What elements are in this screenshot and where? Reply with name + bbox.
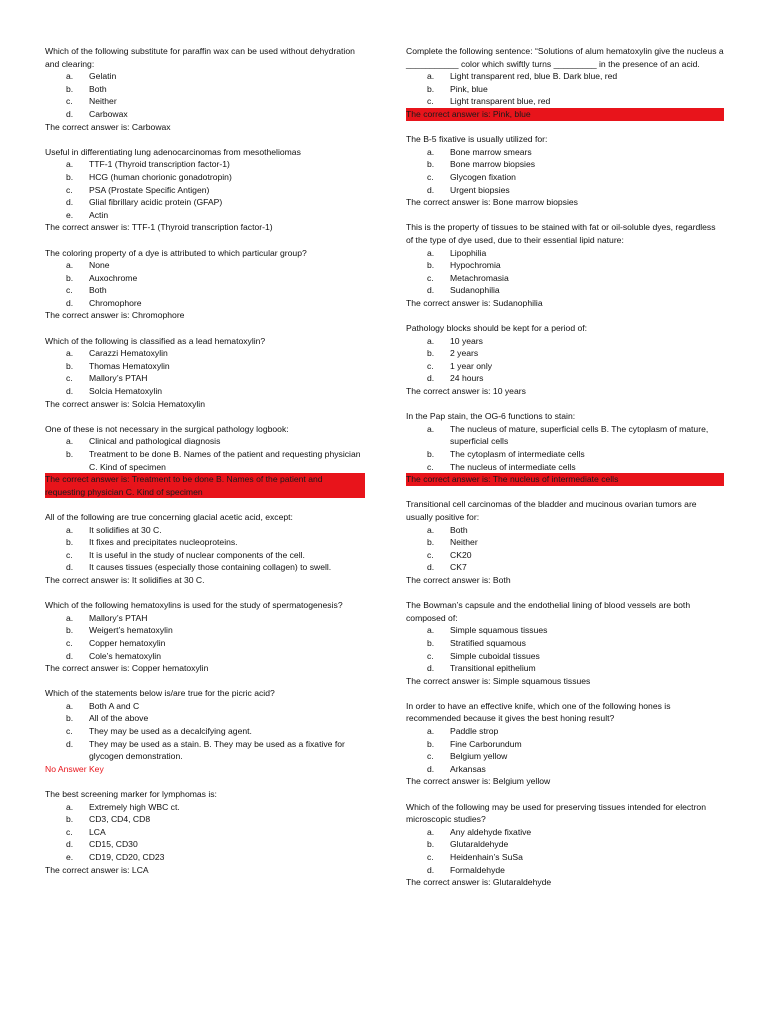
question-stem: The coloring property of a dye is attributed to which particular group? (45, 247, 307, 258)
option-letter: d. (66, 562, 74, 573)
option-letter: c. (427, 171, 434, 182)
option-text: The nucleus of mature, superficial cells B. The cytoplasm of mature, superficial cells (450, 423, 709, 447)
option-text: Cole’s hematoxylin (89, 650, 161, 661)
option-text: Simple cuboidal tissues (450, 650, 540, 661)
option-item (45, 108, 365, 121)
question-stem: This is the property of tissues to be stained with fat or oil-soluble dyes, regardless of the type of dye used, due to their essential lipid nature: (406, 222, 716, 245)
option-item (45, 448, 365, 473)
question-block (45, 511, 365, 587)
question-stem: The best screening marker for lymphomas is: (45, 789, 217, 800)
option-letter: c. (66, 373, 73, 384)
option-text: Carbowax (89, 108, 128, 119)
option-text: Heidenhain’s SuSa (450, 852, 523, 862)
question-stem: In order to have an effective knife, which one of the following hones is recommended because it gives the best honing result? (406, 700, 671, 724)
option-letter: b. (427, 738, 435, 749)
option-list (406, 725, 724, 775)
question-block (45, 335, 365, 411)
option-letter: d. (66, 108, 74, 119)
option-text: The cytoplasm of intermediate cells (450, 449, 585, 459)
option-item (406, 83, 724, 96)
option-letter: c. (66, 549, 73, 560)
option-letter: b. (66, 713, 74, 724)
option-item (406, 838, 724, 851)
question-block (406, 801, 724, 889)
option-text: Weigert’s hematoxylin (89, 625, 173, 636)
option-letter: d. (427, 373, 435, 384)
option-letter: b. (427, 159, 435, 170)
option-text: LCA (89, 826, 106, 837)
option-letter: b. (66, 272, 74, 283)
option-letter: d. (427, 763, 435, 774)
option-text: CK20 (450, 549, 472, 560)
option-text: Gelatin (89, 71, 117, 82)
option-letter: b. (66, 360, 74, 371)
option-letter: c. (427, 272, 434, 283)
question-block (45, 788, 365, 876)
question-stem: The Bowman’s capsule and the endothelial lining of blood vessels are both composed of: (406, 600, 691, 623)
option-item (45, 272, 365, 285)
option-text: Actin (89, 209, 109, 220)
option-text: Light transparent blue, red (450, 96, 551, 107)
correct-answer: The correct answer is: Glutaraldehyde (406, 877, 552, 888)
option-text: Any aldehyde fixative (450, 826, 532, 837)
option-item (406, 95, 724, 108)
option-letter: c. (427, 549, 434, 560)
option-letter: b. (66, 449, 74, 459)
option-text: Stratified squamous (450, 637, 526, 648)
question-stem: One of these is not necessary in the surgical pathology logbook: (45, 423, 289, 434)
option-letter: a. (66, 524, 74, 535)
option-letter: a. (427, 335, 435, 346)
option-item (406, 662, 724, 675)
option-item (45, 612, 365, 625)
option-item (45, 813, 365, 826)
option-item (406, 448, 724, 461)
question-block (406, 410, 724, 486)
option-letter: a. (427, 826, 435, 837)
option-item (406, 247, 724, 260)
option-letter: c. (66, 184, 73, 195)
option-item (406, 184, 724, 197)
question-stem: Which of the following may be used for preserving tissues intended for electron microscopic studies? (406, 801, 706, 825)
option-item (406, 360, 724, 373)
option-text: Extremely high WBC ct. (89, 801, 180, 812)
option-text: Paddle strop (450, 726, 499, 737)
option-letter: a. (427, 524, 435, 535)
option-list (45, 524, 365, 574)
option-item (45, 637, 365, 650)
option-text: CD19, CD20, CD23 (89, 852, 165, 862)
option-letter: d. (66, 297, 74, 308)
option-letter: c. (427, 751, 434, 762)
option-item (406, 650, 724, 663)
option-text: Formaldehyde (450, 864, 505, 875)
option-text: They may be used as a decalcifying agent. (89, 726, 252, 737)
option-text: Neither (450, 537, 478, 548)
option-text: Both (89, 285, 107, 296)
option-item (406, 284, 724, 297)
question-block (45, 599, 365, 675)
option-list (406, 247, 724, 297)
option-item (45, 284, 365, 297)
option-item (406, 750, 724, 763)
option-letter: d. (66, 650, 74, 661)
option-item (45, 851, 365, 864)
option-text: Urgent biopsies (450, 184, 510, 195)
option-text: CD3, CD4, CD8 (89, 814, 151, 825)
option-item (406, 725, 724, 738)
question-stem: Which of the following substitute for paraffin wax can be used without dehydration and clearing: (45, 46, 355, 69)
option-text: They may be used as a stain. B. They may be used as a fixative for glycogen demonstration. (89, 738, 345, 762)
option-list (406, 335, 724, 385)
question-stem: Which of the following is classified as a lead hematoxylin? (45, 335, 266, 346)
option-letter: a. (427, 423, 435, 434)
option-text: 24 hours (450, 373, 484, 384)
correct-answer: The correct answer is: Simple squamous tissues (406, 675, 591, 686)
option-list (45, 259, 365, 309)
option-text: Arkansas (450, 763, 486, 774)
option-letter: c. (427, 461, 434, 472)
question-block (45, 146, 365, 234)
option-text: Lipophilia (450, 247, 487, 258)
option-text: Clinical and pathological diagnosis (89, 436, 221, 447)
option-item (406, 624, 724, 637)
option-text: 10 years (450, 335, 483, 346)
option-item (406, 171, 724, 184)
option-item (406, 738, 724, 751)
no-answer-note: No Answer Key (45, 763, 104, 774)
option-list (406, 524, 724, 574)
option-letter: a. (427, 247, 435, 258)
option-list (406, 423, 724, 473)
option-letter: b. (66, 83, 74, 94)
question-block (406, 322, 724, 398)
option-text: Neither (89, 96, 117, 107)
option-item (406, 461, 724, 474)
option-letter: c. (427, 852, 434, 862)
option-letter: b. (427, 449, 435, 459)
option-item (406, 524, 724, 537)
option-item (406, 826, 724, 839)
option-letter: a. (66, 260, 74, 271)
option-letter: c. (66, 285, 73, 296)
option-text: All of the above (89, 713, 149, 724)
question-stem: In the Pap stain, the OG-6 functions to stain: (406, 411, 576, 422)
option-text: Bone marrow biopsies (450, 159, 536, 170)
question-stem: All of the following are true concerning glacial acetic acid, except: (45, 511, 293, 522)
question-block (45, 423, 365, 499)
question-block (45, 45, 365, 133)
option-list (45, 612, 365, 662)
option-text: Both (89, 83, 107, 94)
option-item (406, 423, 724, 448)
option-letter: c. (66, 96, 73, 107)
option-text: CD15, CD30 (89, 839, 138, 850)
option-item (406, 763, 724, 776)
option-text: TTF-1 (Thyroid transcription factor-1) (89, 159, 230, 170)
correct-answer: The correct answer is: Chromophore (45, 310, 185, 321)
highlighted-answer: The correct answer is: The nucleus of intermediate cells (406, 473, 724, 486)
option-text: Light transparent red, blue B. Dark blue, red (450, 71, 618, 82)
option-item (45, 83, 365, 96)
option-list (406, 624, 724, 674)
option-text: Belgium yellow (450, 751, 508, 762)
highlighted-answer: The correct answer is: Treatment to be done B. Names of the patient and requesting physician C. Kind of specimen (45, 473, 365, 498)
option-item (406, 272, 724, 285)
option-text: Glial fibrillary acidic protein (GFAP) (89, 197, 223, 208)
option-item (45, 209, 365, 222)
option-item (45, 259, 365, 272)
question-block (406, 133, 724, 209)
option-item (45, 700, 365, 713)
question-block (406, 45, 724, 121)
option-letter: b. (66, 814, 74, 825)
option-text: Both A and C (89, 700, 140, 711)
option-item (45, 435, 365, 448)
option-item (45, 196, 365, 209)
option-item (406, 372, 724, 385)
option-item (406, 637, 724, 650)
option-text: Treatment to be done B. Names of the patient and requesting physician C. Kind of specimen (89, 449, 361, 472)
option-text: 2 years (450, 348, 479, 359)
question-block (45, 247, 365, 323)
option-letter: b. (427, 83, 435, 94)
option-letter: d. (427, 184, 435, 195)
option-text: It is useful in the study of nuclear components of the cell. (89, 549, 305, 560)
option-text: Simple squamous tissues (450, 625, 548, 636)
option-text: Pink, blue (450, 83, 488, 94)
option-letter: b. (427, 348, 435, 359)
option-item (406, 335, 724, 348)
option-letter: b. (427, 839, 435, 850)
option-letter: d. (66, 738, 74, 749)
option-letter: c. (427, 96, 434, 107)
option-item (406, 259, 724, 272)
correct-answer: The correct answer is: Carbowax (45, 121, 171, 132)
question-block (406, 498, 724, 586)
option-text: Both (450, 524, 468, 535)
option-text: Transitional epithelium (450, 663, 536, 674)
option-letter: b. (66, 171, 74, 182)
option-item (45, 184, 365, 197)
option-item (406, 158, 724, 171)
option-item (45, 624, 365, 637)
correct-answer: The correct answer is: Bone marrow biopsies (406, 197, 578, 208)
option-letter: a. (66, 612, 74, 623)
option-item (45, 158, 365, 171)
correct-answer: The correct answer is: Both (406, 574, 511, 585)
question-stem: The B-5 fixative is usually utilized for: (406, 134, 548, 145)
option-letter: a. (66, 700, 74, 711)
right-column (406, 45, 724, 901)
option-text: Hypochromia (450, 260, 501, 271)
option-letter: a. (66, 436, 74, 447)
option-list (45, 70, 365, 120)
option-text: Glycogen fixation (450, 171, 516, 182)
option-letter: d. (66, 197, 74, 208)
highlighted-answer: The correct answer is: Pink, blue (406, 108, 724, 121)
question-block (406, 599, 724, 687)
option-list (45, 700, 365, 763)
option-item (406, 864, 724, 877)
option-letter: c. (66, 826, 73, 837)
option-item (45, 95, 365, 108)
option-text: CK7 (450, 562, 467, 573)
option-item (45, 297, 365, 310)
option-item (45, 725, 365, 738)
option-list (406, 146, 724, 196)
option-text: HCG (human chorionic gonadotropin) (89, 171, 232, 182)
option-item (45, 70, 365, 83)
question-stem: Which of the statements below is/are true for the picric acid? (45, 688, 275, 699)
option-item (45, 385, 365, 398)
option-letter: e. (66, 852, 74, 862)
option-item (45, 347, 365, 360)
option-item (406, 851, 724, 864)
option-text: It fixes and precipitates nucleoproteins. (89, 537, 238, 548)
option-letter: c. (427, 360, 434, 371)
option-letter: d. (66, 839, 74, 850)
option-text: Metachromasia (450, 272, 509, 283)
option-letter: a. (66, 159, 74, 170)
option-text: Solcia Hematoxylin (89, 386, 163, 397)
option-item (45, 536, 365, 549)
option-item (45, 561, 365, 574)
option-item (406, 536, 724, 549)
option-item (406, 347, 724, 360)
option-item (45, 650, 365, 663)
option-list (45, 435, 365, 473)
left-column (45, 45, 365, 889)
question-stem: Pathology blocks should be kept for a period of: (406, 323, 588, 334)
option-letter: c. (66, 637, 73, 648)
option-text: PSA (Prostate Specific Antigen) (89, 184, 210, 195)
option-item (406, 70, 724, 83)
option-item (406, 561, 724, 574)
option-letter: a. (427, 71, 435, 82)
option-item (45, 712, 365, 725)
option-letter: b. (427, 260, 435, 271)
question-block (406, 700, 724, 788)
option-letter: a. (427, 146, 435, 157)
correct-answer: The correct answer is: It solidifies at 30 C. (45, 574, 205, 585)
option-text: Auxochrome (89, 272, 138, 283)
option-list (406, 826, 724, 876)
option-item (45, 826, 365, 839)
option-letter: a. (66, 801, 74, 812)
option-letter: d. (427, 663, 435, 674)
option-letter: a. (66, 348, 74, 359)
correct-answer: The correct answer is: Copper hematoxylin (45, 663, 209, 674)
correct-answer: The correct answer is: 10 years (406, 386, 526, 397)
option-letter: c. (66, 726, 73, 737)
correct-answer: The correct answer is: LCA (45, 864, 149, 875)
option-item (45, 738, 365, 763)
option-letter: d. (427, 562, 435, 573)
option-text: It solidifies at 30 C. (89, 524, 162, 535)
option-list (45, 347, 365, 397)
option-item (45, 171, 365, 184)
question-block (406, 221, 724, 309)
option-letter: d. (66, 386, 74, 397)
option-item (406, 549, 724, 562)
option-item (45, 838, 365, 851)
option-letter: e. (66, 209, 74, 220)
option-text: Mallory’s PTAH (89, 373, 148, 384)
option-item (45, 524, 365, 537)
option-list (45, 158, 365, 221)
option-list (45, 801, 365, 864)
option-letter: b. (66, 537, 74, 548)
correct-answer: The correct answer is: Solcia Hematoxylin (45, 398, 205, 409)
option-text: Glutaraldehyde (450, 839, 509, 850)
correct-answer: The correct answer is: TTF-1 (Thyroid transcription factor-1) (45, 222, 273, 233)
option-text: It causes tissues (especially those containing collagen) to swell. (89, 562, 332, 573)
option-item (45, 549, 365, 562)
option-text: The nucleus of intermediate cells (450, 461, 576, 472)
correct-answer: The correct answer is: Belgium yellow (406, 776, 551, 787)
option-letter: b. (427, 537, 435, 548)
question-stem: Transitional cell carcinomas of the bladder and mucinous ovarian tumors are usually positive for: (406, 499, 697, 522)
option-letter: b. (427, 637, 435, 648)
question-stem: Useful in differentiating lung adenocarcinomas from mesotheliomas (45, 146, 301, 157)
option-text: Thomas Hematoxylin (89, 360, 170, 371)
option-letter: d. (427, 285, 435, 296)
option-text: Bone marrow smears (450, 146, 532, 157)
option-letter: b. (66, 625, 74, 636)
question-stem: Complete the following sentence: “Solutions of alum hematoxylin give the nucleus a ___________ color which swiftly turns _________ in the presence of an acid. (406, 46, 724, 69)
option-text: Mallory’s PTAH (89, 612, 148, 623)
option-text: Fine Carborundum (450, 738, 522, 749)
option-text: 1 year only (450, 360, 493, 371)
option-text: Sudanophilia (450, 285, 500, 296)
option-letter: a. (66, 71, 74, 82)
option-letter: c. (427, 650, 434, 661)
option-list (406, 70, 724, 108)
option-text: Copper hematoxylin (89, 637, 166, 648)
option-item (45, 360, 365, 373)
option-letter: a. (427, 625, 435, 636)
question-stem: Which of the following hematoxylins is used for the study of spermatogenesis? (45, 600, 343, 611)
question-block (45, 687, 365, 775)
option-text: Carazzi Hematoxylin (89, 348, 168, 359)
option-letter: a. (427, 726, 435, 737)
option-text: None (89, 260, 110, 271)
option-item (45, 372, 365, 385)
option-text: Chromophore (89, 297, 142, 308)
option-letter: d. (427, 864, 435, 875)
option-item (45, 801, 365, 814)
correct-answer: The correct answer is: Sudanophilia (406, 297, 543, 308)
option-item (406, 146, 724, 159)
